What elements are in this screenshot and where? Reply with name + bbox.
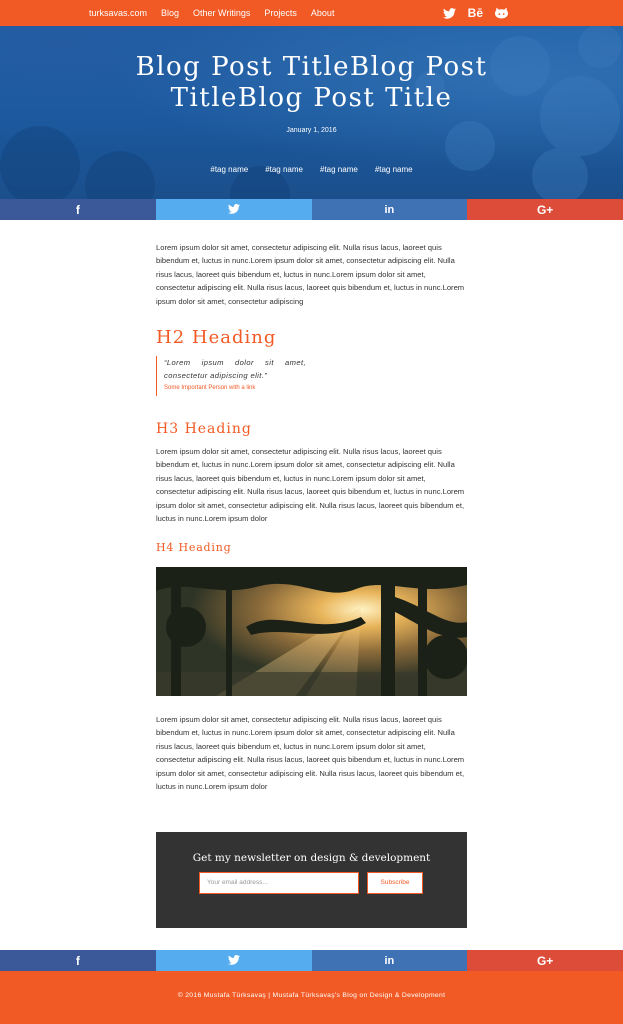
quote-text: “Lorem ipsum dolor sit amet, consectetur adipiscing elit.”	[164, 358, 306, 380]
hero-banner	[0, 26, 623, 199]
nav-link-blog[interactable]: Blog	[161, 8, 180, 18]
newsletter-box	[156, 832, 467, 928]
share-twitter-button[interactable]	[156, 950, 312, 971]
twitter-icon	[228, 954, 240, 968]
subscribe-button[interactable]: Subscribe	[367, 872, 423, 894]
nav-link-other-writings[interactable]: Other Writings	[193, 8, 251, 18]
share-googleplus-button[interactable]	[467, 950, 623, 971]
googleplus-icon: G+	[536, 202, 554, 217]
tag-list	[0, 165, 623, 174]
quote-cite-link[interactable]: Some Important Person with a link	[164, 385, 256, 391]
twitter-icon[interactable]	[443, 8, 456, 19]
tag-link[interactable]: #tag name	[210, 165, 249, 174]
tag-link[interactable]: #tag name	[374, 165, 413, 174]
email-field[interactable]: Your email address...	[199, 872, 359, 894]
top-navbar	[0, 0, 623, 26]
share-facebook-button[interactable]	[0, 199, 156, 220]
tag-link[interactable]: #tag name	[265, 165, 303, 174]
nav-links	[89, 0, 334, 26]
social-icons	[443, 0, 508, 26]
facebook-icon: f	[75, 953, 80, 968]
github-icon[interactable]	[495, 7, 508, 19]
intro-paragraph: Lorem ipsum dolor sit amet, consectetur adipiscing elit. Nulla risus lacus, laoreet quis bibendum et, luctus in nunc.Lorem ipsum dolor sit amet, consectetur adipiscing elit. Nulla risus lacus, laoreet quis bibendum et, luctus in nunc.Lorem ipsum dolor sit amet, consectetur adipiscing elit. Nulla risus lacus, laoreet quis bibendum et, luctus in nunc.Lorem ipsum dolor sit amet, consectetur adipiscing	[156, 243, 465, 306]
twitter-icon	[228, 203, 240, 217]
body-paragraph: Lorem ipsum dolor sit amet, consectetur adipiscing elit. Nulla risus lacus, laoreet quis bibendum et, luctus in nunc.Lorem ipsum dolor sit amet, consectetur adipiscing elit. Nulla risus lacus, laoreet quis bibendum et, luctus in nunc.Lorem ipsum dolor sit amet, consectetur adipiscing elit. Nulla risus lacus, laoreet quis bibendum et, luctus in nunc.Lorem ipsum dolor sit amet, consectetur adipiscing elit. Nulla risus lacus, laoreet quis bibendum et, luctus in nunc.Lorem ipsum dolor	[156, 447, 465, 524]
post-date: January 1, 2016	[286, 127, 337, 134]
post-title: Blog Post TitleBlog Post TitleBlog Post Title	[135, 52, 488, 113]
share-bar-top	[0, 199, 623, 220]
nav-link-home[interactable]: turksavas.com	[89, 8, 148, 18]
tag-link[interactable]: #tag name	[320, 165, 358, 174]
share-googleplus-button[interactable]	[467, 199, 623, 220]
footer	[0, 971, 623, 1024]
footer-copyright: © 2016 Mustafa Türksavaş | Mustafa Türksavaş's Blog on Design & Development	[177, 992, 446, 999]
share-facebook-button[interactable]	[0, 950, 156, 971]
nav-link-about[interactable]: About	[310, 8, 335, 18]
behance-icon[interactable]: Bē	[467, 6, 483, 20]
forest-photo-illustration	[156, 567, 467, 696]
body-paragraph-2: Lorem ipsum dolor sit amet, consectetur adipiscing elit. Nulla risus lacus, laoreet quis bibendum et, luctus in nunc.Lorem ipsum dolor sit amet, consectetur adipiscing elit. Nulla risus lacus, laoreet quis bibendum et, luctus in nunc.Lorem ipsum dolor sit amet, consectetur adipiscing elit. Nulla risus lacus, laoreet quis bibendum et, luctus in nunc.Lorem ipsum dolor sit amet, consectetur adipiscing elit. Nulla risus lacus, laoreet quis bibendum et, luctus in nunc.Lorem ipsum dolor	[156, 715, 465, 792]
blockquote	[156, 356, 306, 396]
share-linkedin-button[interactable]	[312, 950, 468, 971]
forest-sunlight-image	[156, 567, 467, 696]
googleplus-icon: G+	[536, 953, 554, 968]
h3-heading: H3 Heading	[156, 421, 252, 437]
linkedin-icon: in	[384, 203, 395, 216]
linkedin-icon: in	[384, 954, 395, 967]
nav-link-projects[interactable]: Projects	[264, 8, 297, 18]
share-bar-bottom	[0, 950, 623, 971]
share-linkedin-button[interactable]	[312, 199, 468, 220]
facebook-icon: f	[75, 202, 80, 217]
h2-heading: H2 Heading	[156, 327, 277, 348]
share-twitter-button[interactable]	[156, 199, 312, 220]
h4-heading: H4 Heading	[156, 541, 232, 554]
newsletter-title: Get my newsletter on design & development	[192, 852, 431, 864]
